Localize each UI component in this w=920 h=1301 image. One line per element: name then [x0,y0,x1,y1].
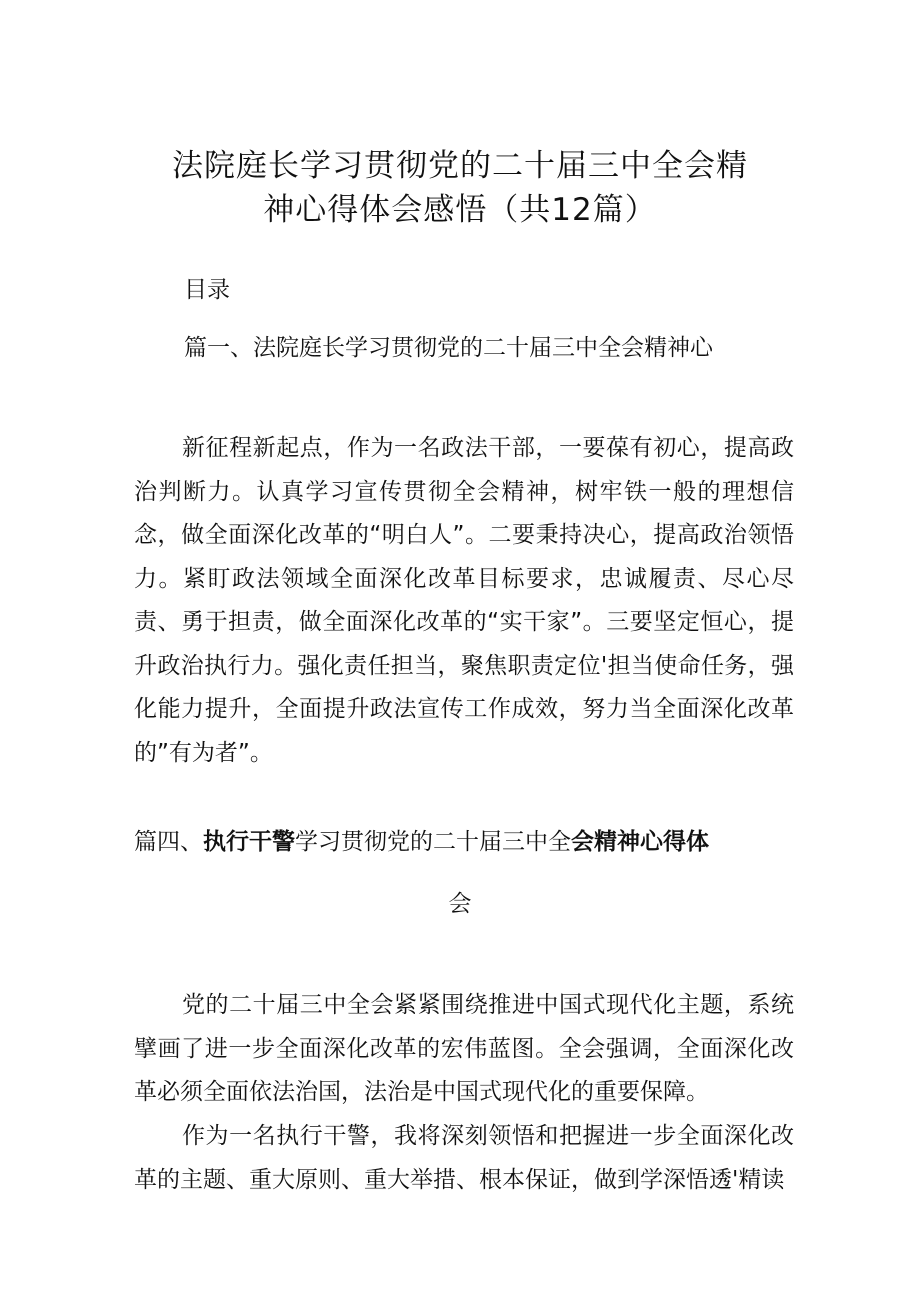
paragraph-1: 新征程新起点，作为一名政法干部，一要葆有初心，提高政治判断力。认真学习宣传贯彻全会精神，树牢铁一般的理想信念，做全面深化改革的“明白人”。二要秉持决心，提高政治领悟力。紧盯政法领域全面深化改革目标要求，忠诚履责、尽心尽责、勇于担责，做全面深化改革的“实干家”。三要坚定恒心，提升政治执行力。强化责任担当，聚焦职责定位'担当使命任务，强化能力提升，全面提升政法宣传工作成效，努力当全面深化改革的”有为者”。 [134,435,794,766]
section-4-title-part-d: 会精神心得体 [571,829,709,855]
toc-item-1: 篇一、法院庭长学习贯彻党的二十届三中全会精神心 [184,335,713,361]
paragraph-3: 作为一名执行干警，我将深刻领悟和把握进一步全面深化改革的主题、重大原则、重大举措、根本保证，做到学深悟透'精读 [134,1123,794,1193]
document-title-line-2: 神心得体会感悟（共12篇） [263,192,657,228]
section-4-title-continued: 会 [448,891,472,917]
section-4-title-part-b: 执行干警 [203,829,295,855]
toc-heading: 目录 [184,277,230,303]
document-title-line-1: 法院庭长学习贯彻党的二十届三中全会精 [172,148,748,184]
paragraph-2: 党的二十届三中全会紧紧围绕推进中国式现代化主题，系统擘画了进一步全面深化改革的宏伟蓝图。全会强调，全面深化改革必须全面依法治国，法治是中国式现代化的重要保障。 [134,992,794,1105]
section-4-title-part-c: 学习贯彻党的二十届三中全 [295,829,571,855]
section-4-title-part-a: 篇四、 [134,829,203,855]
section-4-title [134,827,709,857]
